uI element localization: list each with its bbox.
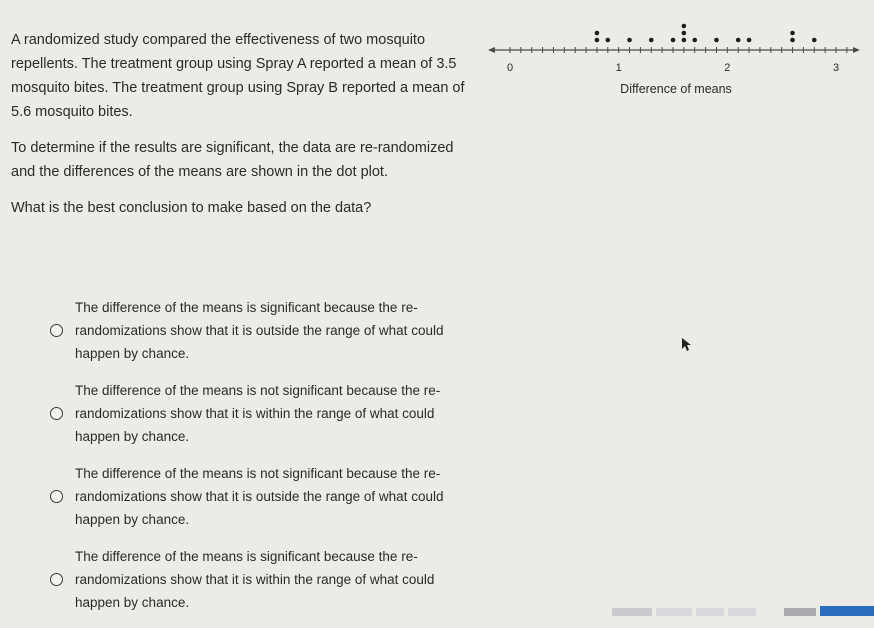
axis-arrow-right <box>853 47 860 53</box>
data-point <box>682 24 687 29</box>
question-text <box>11 28 471 232</box>
tick-label: 0 <box>506 62 514 74</box>
data-point <box>790 31 795 36</box>
tick-label: 3 <box>832 62 840 74</box>
dot-plot <box>488 6 868 106</box>
answer-option-2[interactable] <box>50 379 450 448</box>
data-point <box>595 31 600 36</box>
question-method: To determine if the results are significant, the data are re-randomized and the differences of the means are shown in the dot plot. <box>11 140 454 180</box>
data-point <box>747 38 752 43</box>
answer-options <box>50 296 450 628</box>
radio-button[interactable] <box>50 573 63 586</box>
data-point <box>627 38 632 43</box>
question-prompt: What is the best conclusion to make based on the data? <box>11 200 372 216</box>
question-intro: A randomized study compared the effectiveness of two mosquito repellents. The treatment group using Spray A reported a mean of 3.5 mosquito bites. The treatment group using Spray B reported a mean of 5.6 mosquito bites. <box>11 32 465 120</box>
answer-option-1[interactable] <box>50 296 450 365</box>
dot-plot-svg <box>488 6 868 106</box>
answer-option-label: The difference of the means is significant because the re-randomizations show that it is outside the range of what could happen by chance. <box>75 300 444 361</box>
answer-option-label: The difference of the means is not significant because the re-randomizations show that it is within the range of what could happen by chance. <box>75 383 441 444</box>
answer-option-4[interactable] <box>50 545 450 614</box>
answer-option-3[interactable] <box>50 462 450 531</box>
answer-option-label: The difference of the means is not significant because the re-randomizations show that it is outside the range of what could happen by chance. <box>75 466 444 527</box>
data-point <box>812 38 817 43</box>
data-point <box>692 38 697 43</box>
data-point <box>790 38 795 43</box>
axis-arrow-left <box>488 47 495 53</box>
x-axis-label: Difference of means <box>620 82 732 96</box>
bottom-toolbar-strip <box>0 606 874 616</box>
data-point <box>682 31 687 36</box>
answer-option-label: The difference of the means is significant because the re-randomizations show that it is within the range of what could happen by chance. <box>75 549 435 610</box>
data-point <box>649 38 654 43</box>
data-point <box>671 38 676 43</box>
radio-button[interactable] <box>50 490 63 503</box>
tick-label: 1 <box>615 62 622 74</box>
tick-label: 2 <box>724 62 731 74</box>
data-point <box>595 38 600 43</box>
mouse-pointer-icon <box>682 338 692 357</box>
data-point <box>682 38 687 43</box>
data-point <box>714 38 719 43</box>
data-point <box>606 38 611 43</box>
radio-button[interactable] <box>50 324 63 337</box>
data-point <box>736 38 741 43</box>
radio-button[interactable] <box>50 407 63 420</box>
